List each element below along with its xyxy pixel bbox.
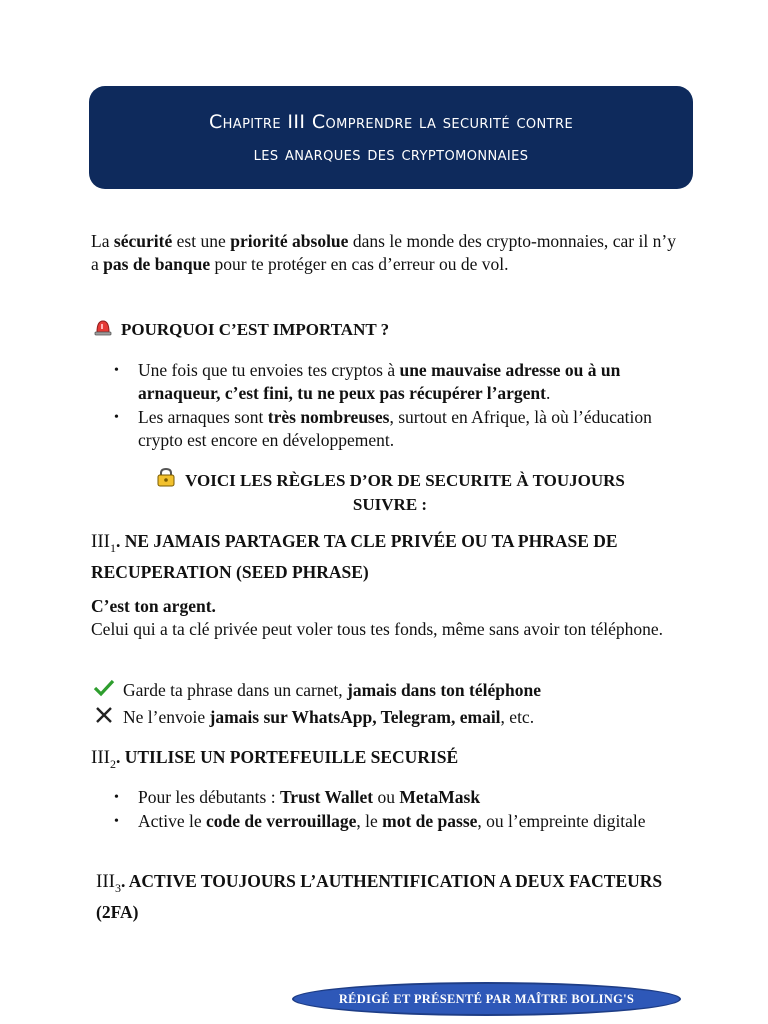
rules-heading-line-2: SUIVRE : bbox=[352, 495, 428, 514]
chapter-title-line-2: les anarques des cryptomonnaies bbox=[253, 142, 529, 165]
rule-1-body bbox=[91, 595, 676, 641]
rule-3-heading bbox=[96, 869, 676, 924]
rule-1-title: . NE JAMAIS PARTAGER TA CLE PRIVÉE OU TA PHRASE DE RECUPERATION (SEED PHRASE) bbox=[91, 531, 618, 582]
list-item bbox=[114, 786, 684, 809]
rule-number-sub: 1 bbox=[109, 540, 116, 555]
rule-2-heading bbox=[91, 745, 691, 776]
bullet-bold: mot de passe bbox=[382, 811, 478, 831]
rule-1-subhead: C’est ton argent. bbox=[91, 596, 216, 616]
intro-text: dans le monde des crypto-monnaies, car il n’y a bbox=[91, 231, 676, 274]
chapter-title-line-1: Chapitre III Comprendre la securité contre bbox=[208, 110, 574, 133]
bullet-bold: code de verrouillage bbox=[206, 811, 357, 831]
bullet-bold: Trust Wallet bbox=[279, 787, 374, 807]
bullet-text: Active le bbox=[138, 811, 207, 831]
intro-bold: sécurité bbox=[113, 231, 173, 251]
bullet-text: ou bbox=[373, 787, 400, 807]
do-row bbox=[93, 679, 541, 702]
rules-heading bbox=[100, 467, 680, 516]
rule-number bbox=[91, 531, 116, 555]
rule-number-text: III bbox=[91, 531, 110, 552]
checkmark-icon bbox=[93, 679, 115, 702]
intro-paragraph bbox=[91, 230, 676, 276]
why-heading bbox=[93, 318, 389, 341]
rule-number bbox=[96, 871, 121, 895]
dont-row bbox=[93, 706, 534, 729]
do-bold: jamais dans ton téléphone bbox=[347, 680, 541, 700]
author-footer-badge bbox=[292, 982, 681, 1016]
do-text: Garde ta phrase dans un carnet, bbox=[123, 680, 347, 700]
why-bullet-list bbox=[114, 359, 684, 453]
bullet-text: Les arnaques sont bbox=[138, 407, 268, 427]
intro-text: pour te protéger en cas d’erreur ou de vol. bbox=[210, 254, 509, 274]
lock-icon bbox=[155, 467, 177, 493]
rule-number-sub: 3 bbox=[114, 880, 121, 895]
intro-bold: pas de banque bbox=[103, 254, 211, 274]
rule-1-heading bbox=[91, 529, 691, 584]
rule-3-title: . ACTIVE TOUJOURS L’AUTHENTIFICATION A DEUX FACTEURS (2FA) bbox=[96, 871, 663, 922]
bullet-text: , ou l’empreinte digitale bbox=[477, 811, 646, 831]
author-footer-label: RÉDIGÉ ET PRÉSENTÉ PAR MAÎTRE BOLING'S bbox=[338, 991, 635, 1006]
bullet-bold: très nombreuses bbox=[267, 407, 390, 427]
bullet-text: Pour les débutants : bbox=[138, 787, 280, 807]
bullet-text: , le bbox=[356, 811, 383, 831]
intro-bold: priorité absolue bbox=[230, 231, 349, 251]
dont-text: , etc. bbox=[500, 707, 535, 727]
chapter-title-banner bbox=[89, 86, 693, 189]
rule-number-text: III bbox=[96, 871, 115, 892]
rule-2-bullet-list bbox=[114, 786, 684, 834]
intro-text: La bbox=[91, 231, 114, 251]
dont-bold: jamais sur WhatsApp, Telegram, email bbox=[209, 707, 501, 727]
intro-text: est une bbox=[172, 231, 231, 251]
siren-icon bbox=[93, 318, 113, 341]
list-item bbox=[114, 810, 684, 833]
bullet-bold: MetaMask bbox=[399, 787, 481, 807]
dont-text: Ne l’envoie bbox=[123, 707, 210, 727]
rule-2-title: . UTILISE UN PORTEFEUILLE SECURISÉ bbox=[115, 747, 459, 767]
bullet-text: . bbox=[546, 383, 551, 403]
bullet-text: Une fois que tu envoies tes cryptos à bbox=[138, 360, 400, 380]
bullet-text: , surtout en Afrique, là où l’éducation crypto est encore en développement. bbox=[138, 407, 652, 450]
rule-1-text: Celui qui a ta clé privée peut voler tous tes fonds, même sans avoir ton téléphone. bbox=[91, 619, 663, 639]
rule-number bbox=[91, 747, 116, 771]
rule-number-text: III bbox=[91, 747, 110, 768]
bullet-bold: une mauvaise adresse ou à un arnaqueur, c’est fini, tu ne peux pas récupérer l’argent bbox=[138, 360, 621, 403]
list-item bbox=[114, 359, 684, 405]
rule-number-sub: 2 bbox=[109, 756, 116, 771]
rules-heading-line-1: VOICI LES RÈGLES D’OR DE SECURITE À TOUJOURS bbox=[185, 470, 625, 490]
why-heading-text: POURQUOI C’EST IMPORTANT ? bbox=[121, 319, 390, 339]
list-item bbox=[114, 406, 684, 452]
cross-icon bbox=[93, 706, 115, 729]
